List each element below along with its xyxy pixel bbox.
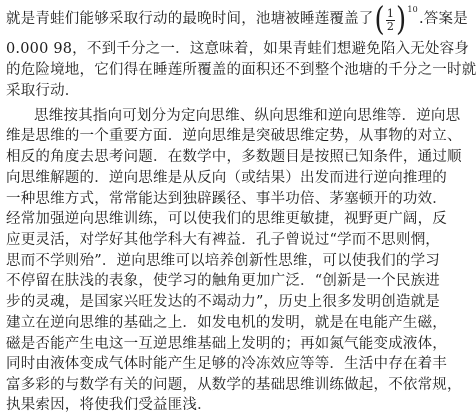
fraction-numerator: 1 [386,6,395,20]
paragraph-1-line-1: 0.000 98，不到千分之一．这意味着，如果青蛙们想避免陷入无处容身 [6,41,470,57]
math-expression-half-power-ten [374,1,418,39]
right-parenthesis: ) [396,1,407,39]
paragraph-2-line-1: 思维按其指向可划分为定向思维、纵向思维和逆向思维等．逆向思 [34,108,461,124]
first-line-text-after: .答案是 [418,11,468,28]
paragraph-2-line-10: 步的灵魂，是国家兴旺发达的不竭动力”，历史上很多发明创造就是 [6,294,440,310]
paragraph-1-line-3: 采取行动． [6,83,80,99]
paragraph-2-line-6: 经常加强逆向思维训练，可以使我们的思维更敏捷，视野更广阔，反 [6,211,447,227]
paragraph-2-line-3: 相反的角度去思考问题．在数学中，多数题目是按照已知条件，通过顺 [6,149,462,165]
paragraph-2-line-9: 不停留在肤浅的表象，使学习的触角更加广泛．“创新是一个民族进 [6,273,440,289]
paragraph-2-line-14: 富多彩的与数学有关的问题，从数学的基础思维训练做起，不依常规， [6,377,462,393]
first-line-text-before: 就是青蛙们能够采取行动的最晚时间，池塘被睡莲覆盖了 [6,11,374,28]
paragraph-2-line-12: 磁是否能产生电这一互逆思维基础上发明的；再如氮气能变成液体， [6,336,447,352]
paragraph-2-line-7: 应更灵活，对学好其他学科大有裨益．孔子曾说过“学而不思则惘， [6,232,440,248]
paragraph-2-line-15: 执果索因，将使我们受益匪浅． [6,397,212,413]
exponent: 10 [407,5,418,15]
paragraph-2-line-2: 维是思维的一个重要方面．逆向思维是突破思维定势，从事物的对立、 [6,128,462,144]
left-parenthesis: ( [374,1,385,39]
paragraph-2-line-13: 同时由液体变成气体时能产生足够的冷冻效应等等．生活中存在着丰 [6,356,447,372]
paragraph-2-line-8: 思而不学则殆”．逆向思维可以培养创新性思维，可以使我们的学习 [6,253,440,269]
paragraph-2-line-5: 一种思维方式，常常能达到独辟蹊径、事半功倍、茅塞顿开的功效． [6,191,447,207]
first-line [6,1,468,39]
paragraph-2-line-11: 建立在逆向思维的基础之上．如发电机的发明，就是在电能产生磁， [6,315,447,331]
paragraph-1-line-2: 的危险境地，它们得在睡莲所覆盖的面积还不到整个池塘的千分之一时就 [6,62,476,78]
fraction-one-half [386,8,395,33]
fraction-denominator: 2 [386,19,395,33]
paragraph-2-line-4: 向思维解题的．逆向思维是从反向（或结果）出发而进行逆向推理的 [6,170,447,186]
